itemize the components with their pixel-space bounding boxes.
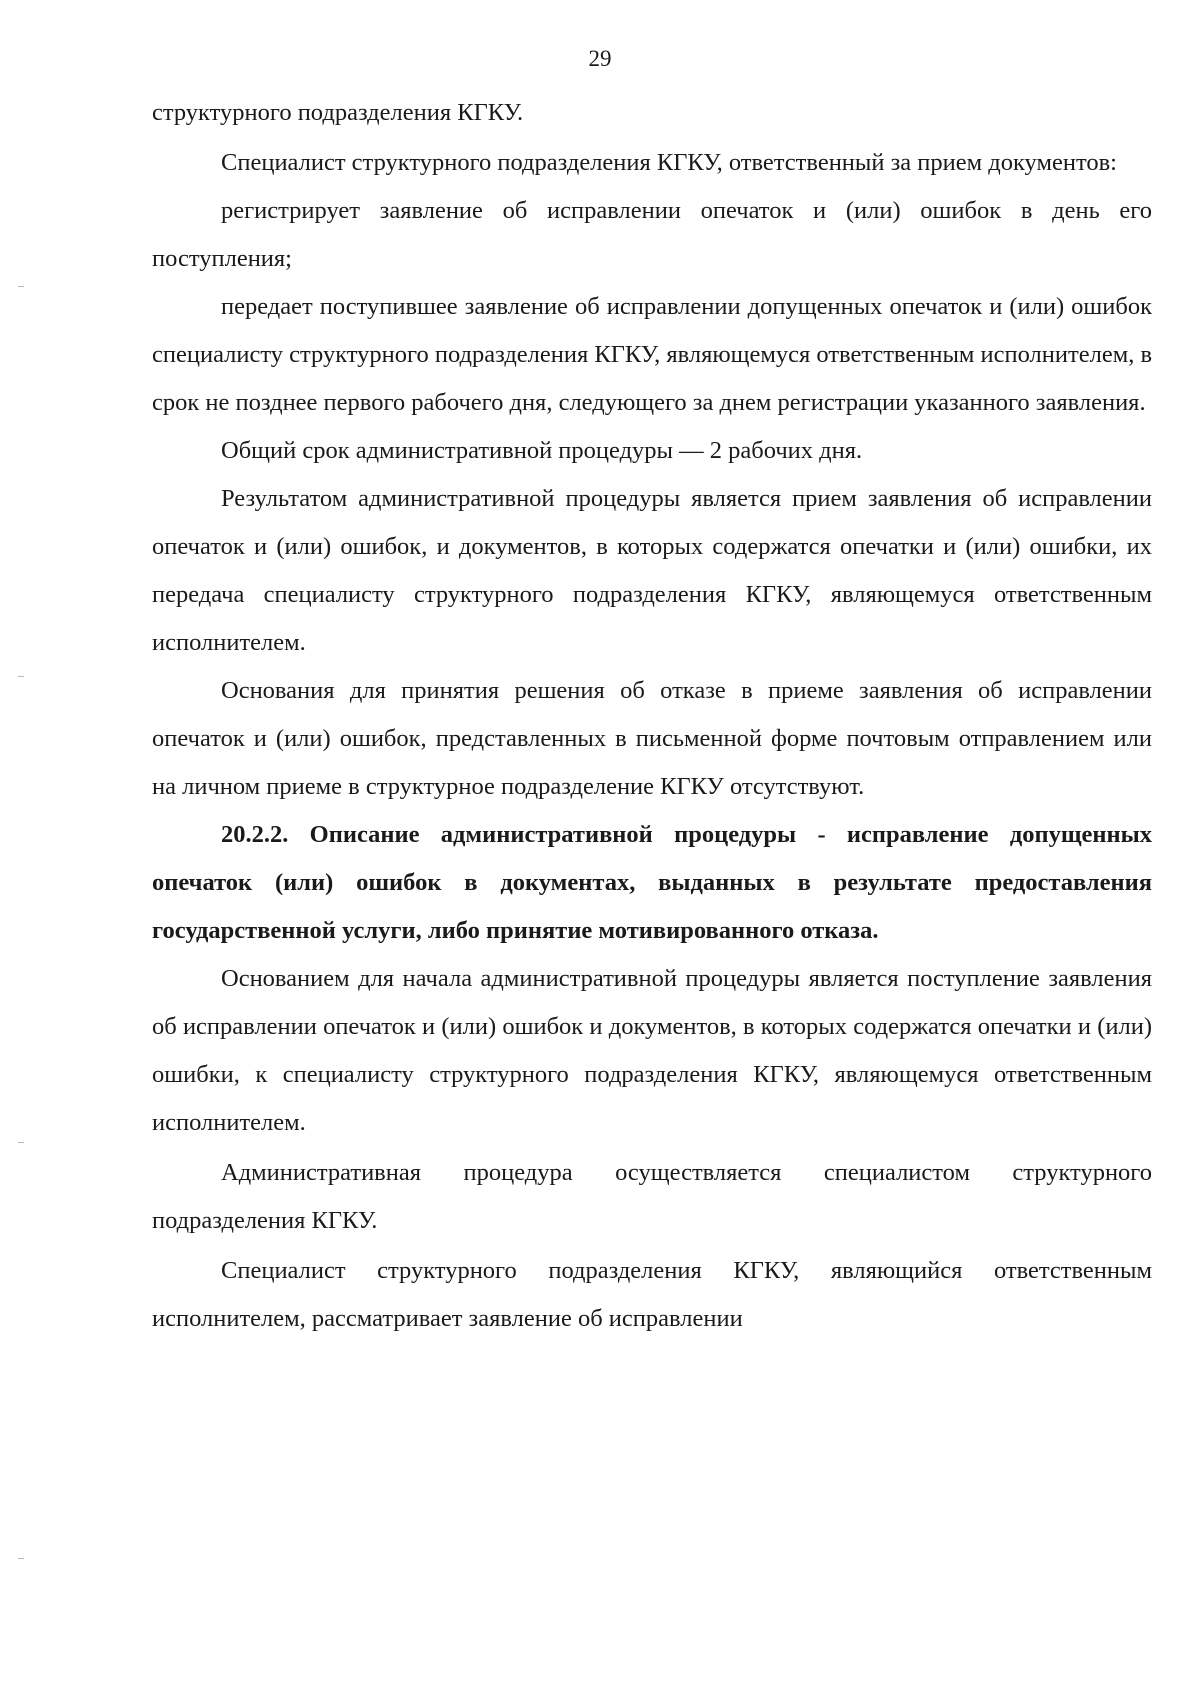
- scan-margin-mark: [18, 1558, 24, 1559]
- paragraph-registers: регистрирует заявление об исправлении опечаток и (или) ошибок в день его поступления;: [152, 197, 1152, 272]
- paragraph-continuation: структурного подразделения КГКУ.: [152, 99, 524, 126]
- scan-margin-mark: [18, 1142, 24, 1143]
- page-body: [152, 89, 1152, 1343]
- paragraph-total-term: Общий срок административной процедуры — 2 рабочих дня.: [221, 437, 863, 464]
- paragraph-specialist-intro: Специалист структурного подразделения КГКУ, ответственный за прием документов:: [221, 149, 1117, 176]
- scan-margin-mark: [18, 286, 24, 287]
- section-heading-20-2-2: 20.2.2. Описание административной процедуры - исправление допущенных опечаток (или) ошибок в документах, выданных в результате предоставления государственной услуги, либо принятие мотивированного отказа.: [152, 821, 1152, 944]
- paragraph-specialist-reviews: Специалист структурного подразделения КГКУ, являющийся ответственным исполнителем, рассматривает заявление об исправлении: [152, 1257, 1152, 1332]
- paragraph-basis: Основанием для начала административной процедуры является поступление заявления об исправлении опечаток и (или) ошибок и документов, в которых содержатся опечатки и (или) ошибки, к специалисту структурного подразделения КГКУ, являющемуся ответственным исполнителем.: [152, 965, 1152, 1136]
- page-number: 29: [588, 46, 612, 71]
- paragraph-transfers: передает поступившее заявление об исправлении допущенных опечаток и (или) ошибок специалисту структурного подразделения КГКУ, являющемуся ответственным исполнителем, в срок не позднее первого рабочего дня, следующего за днем регистрации указанного заявления.: [152, 293, 1153, 416]
- paragraph-result: Результатом административной процедуры является прием заявления об исправлении опечаток и (или) ошибок, и документов, в которых содержатся опечатки и (или) ошибки, их передача специалисту структурного подразделения КГКУ, являющемуся ответственным исполнителем.: [152, 485, 1152, 656]
- paragraph-procedure-performer: Административная процедура осуществляется специалистом структурного подразделения КГКУ.: [152, 1159, 1152, 1234]
- paragraph-refusal-grounds: Основания для принятия решения об отказе в приеме заявления об исправлении опечаток и (или) ошибок, представленных в письменной форме почтовым отправлением или на личном приеме в структурное подразделение КГКУ отсутствуют.: [152, 677, 1152, 800]
- scan-margin-mark: [18, 676, 24, 677]
